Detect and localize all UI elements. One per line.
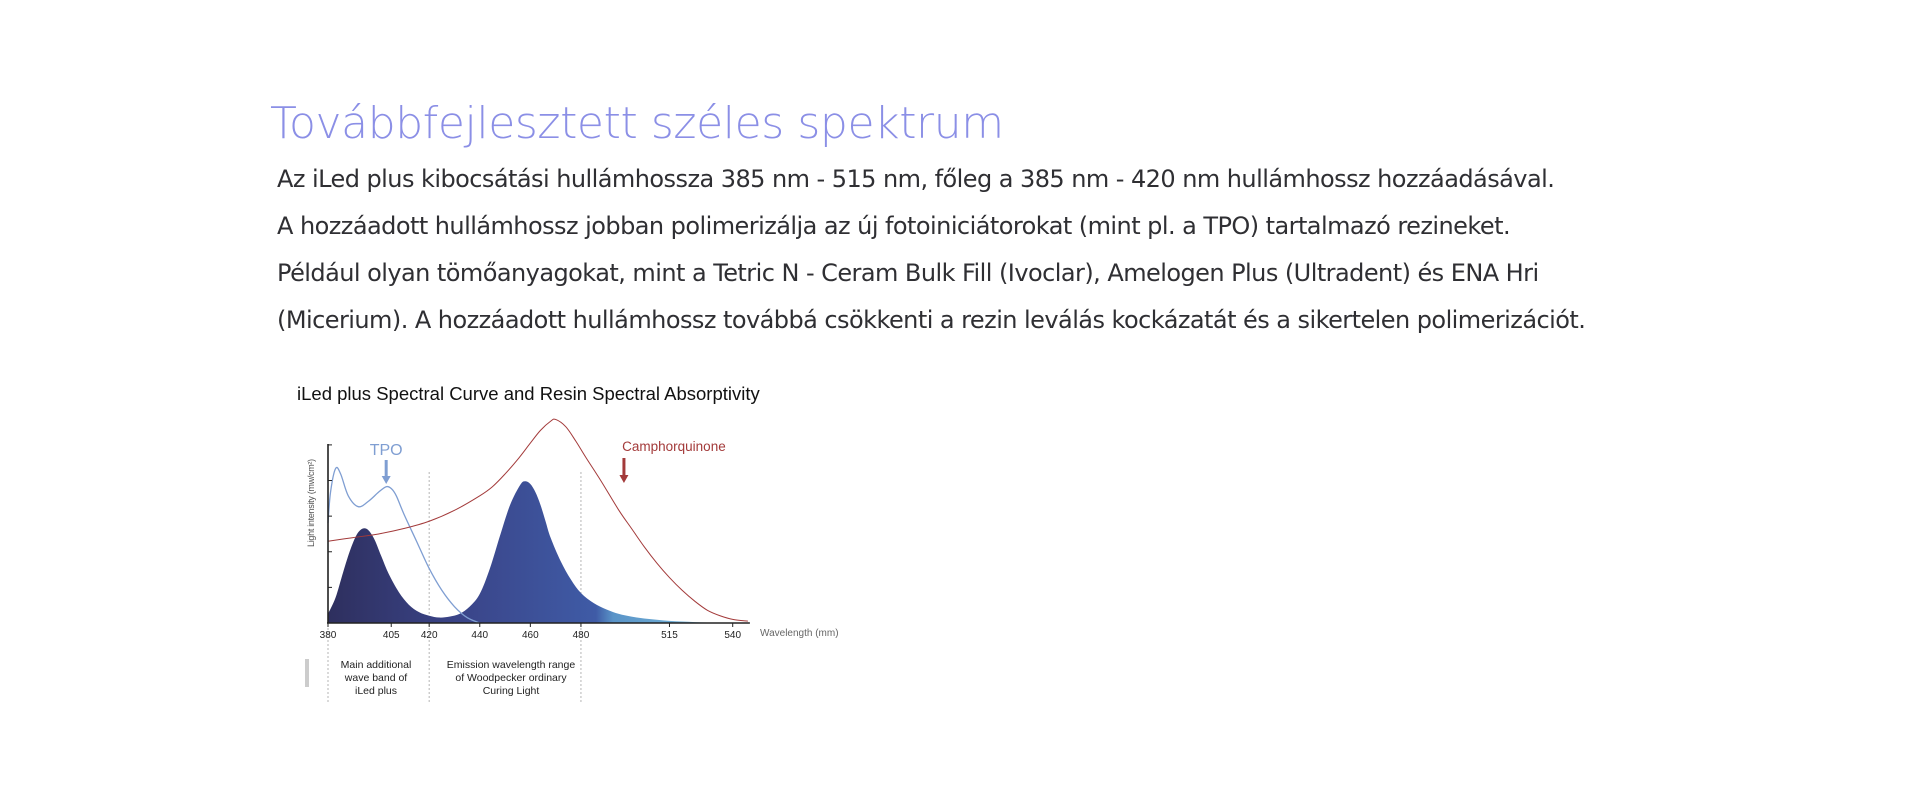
chart-title: iLed plus Spectral Curve and Resin Spectral Absorptivity [297,383,760,404]
camphorquinone-label: Camphorquinone [622,439,726,454]
x-tick-label: 515 [661,630,678,641]
paragraph-line: A hozzáadott hullámhossz jobban polimerizálja az új fotoiniciátorokat (mint pl. a TPO) tartalmazó rezineket. [277,212,1511,240]
band-label-emission [447,659,576,697]
spectral-chart [290,372,850,712]
band-legend-mark-icon [305,659,309,687]
tpo-label: TPO [369,442,403,459]
x-axis-label: Wavelength (mm) [760,628,839,639]
paragraph-line: Az iLed plus kibocsátási hullámhossza 385 nm - 515 nm, főleg a 385 nm - 420 nm hullámhossz hozzáadásával. [277,165,1555,193]
camphorquinone-arrow-head [619,475,628,483]
x-tick-label: 405 [382,630,400,641]
y-axis-label: Light intensity (mw/cm²) [306,459,316,547]
band-main-line: Main additional [340,659,412,671]
band-emission-line: Emission wavelength range [446,659,576,671]
tpo-arrow-head [382,476,391,484]
paragraph-line: (Micerium). A hozzáadott hullámhossz továbbá csökkenti a rezin leválás kockázatát és a sikertelen polimerizációt. [277,306,1586,334]
main-content [270,92,1690,344]
x-tick-label: 460 [522,630,539,641]
band-emission-line: Curing Light [482,685,540,697]
x-tick-label: 420 [420,630,438,641]
x-tick-label: 540 [724,630,742,641]
spectral-chart-svg [290,372,850,712]
band-emission-line: of Woodpecker ordinary [455,672,567,684]
x-tick-label: 480 [572,630,590,641]
section-title: Továbbfejlesztett széles spektrum [270,98,1004,149]
iled-plus-emission-area [328,481,748,623]
band-main-line: iLed plus [354,685,398,697]
paragraph-line: Például olyan tömőanyagokat, mint a Tetric N - Ceram Bulk Fill (Ivoclar), Amelogen Plus (Ultradent) és ENA Hri [277,259,1539,287]
band-main-line: wave band of [344,672,408,684]
band-label-main [341,659,412,697]
x-tick-label: 440 [471,630,489,641]
x-tick-label: 380 [319,630,337,641]
